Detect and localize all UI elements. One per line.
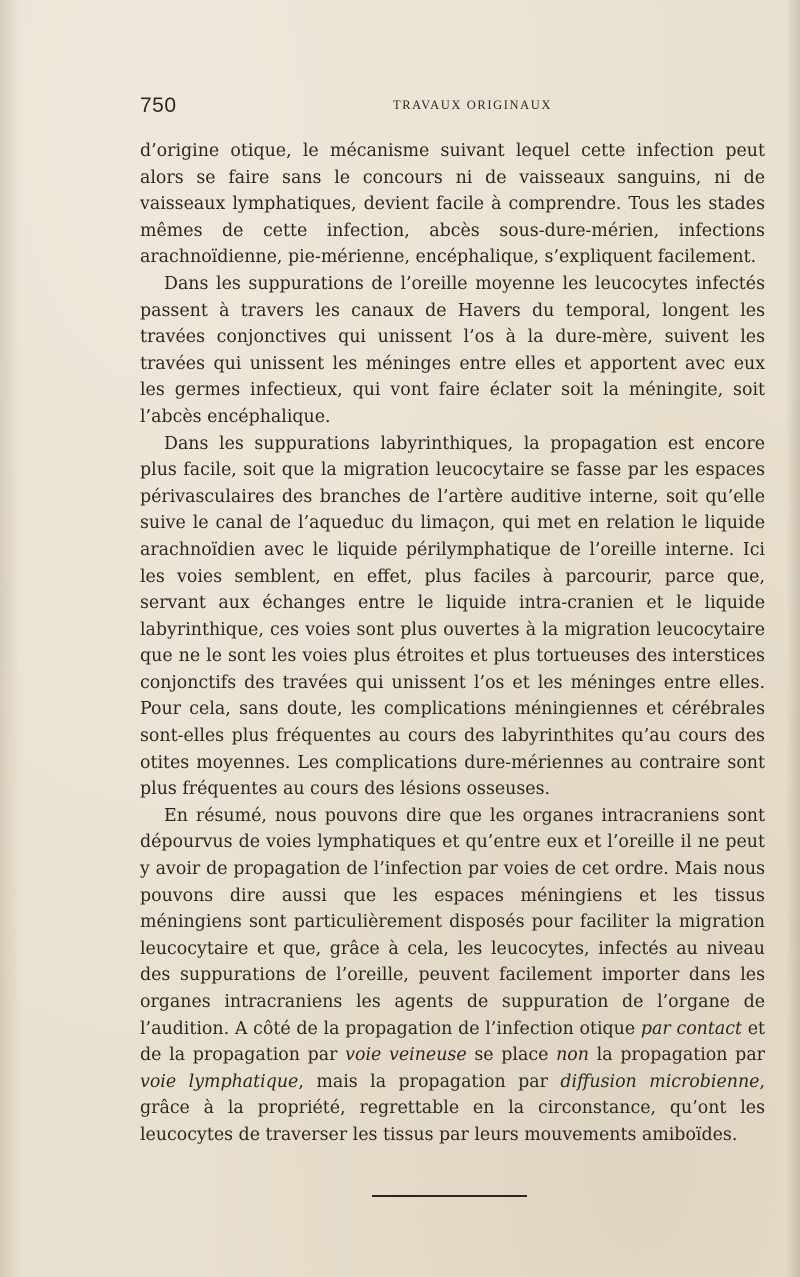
paragraph: Dans les suppurations de l’oreille moyenne les leucocytes infectés passent à travers les canaux de Havers du temporal, longent les travées conjonctives qui unissent l’os à la dure-mère, suivent les travées qui unissent les méninges entre elles et apportent avec eux les germes infectieux, qui vont faire éclater soit la méningite, soit l’abcès encéphalique. [140, 273, 765, 427]
page-header [140, 94, 765, 126]
paragraph: Dans les suppurations labyrinthiques, la propagation est encore plus facile, soit que la migration leucocytaire se fasse par les espaces périvasculaires des branches de l’artère auditive interne, soit qu’elle suive le canal de l’aqueduc du limaçon, qui met en relation le liquide arachnoïdien avec le liquide périlymphatique de l’oreille interne. Ici les voies semblent, en effet, plus faciles à parcourir, parce que, servant aux échanges entre le liquide intra-cranien et le liquide labyrinthique, ces voies sont plus ouvertes à la migration leucocytaire que ne le sont les voies plus étroites et plus tortueuses des interstices conjonctifs des travées qui unissent l’os et les méninges entre elles. Pour cela, sans doute, les complications méningiennes et cérébrales sont-elles plus fréquentes au cours des labyrinthites qu’au cours des otites moyennes. Les complications dure-mériennes au contraire sont plus fréquentes au cours des lésions osseuses. [140, 433, 765, 800]
italic-term: diffusion microbienne [560, 1071, 760, 1092]
paragraph-text: se place [466, 1045, 557, 1066]
page-number: 750 [140, 94, 177, 117]
paragraph-text: , mais la propagation par [298, 1071, 561, 1092]
paragraph-text: , grâce à la propriété, regrettable en la circonstance, qu’ont les leucocytes de traverser les tissus par leurs mouvements amiboïdes. [140, 1071, 765, 1145]
running-head: TRAVAUX ORIGINAUX [392, 98, 553, 112]
italic-term: non [556, 1045, 589, 1066]
paragraph [140, 803, 765, 1149]
body-text [140, 138, 765, 1149]
paragraph-text: et de la propagation par [140, 1018, 766, 1066]
paragraph: d’origine otique, le mécanisme suivant lequel cette infection peut alors se faire sans le concours ni de vaisseaux sanguins, ni de vaisseaux lymphatiques, devient facile à comprendre. Tous les stades mêmes de cette infection, abcès sous-dure-mérien, infections arachnoïdienne, pie-mérienne, encéphalique, s’expliquent facilement. [140, 141, 765, 268]
paragraph-text: En résumé, nous pouvons dire que les organes intracraniens sont dépourvus de voies lymphatiques et qu’entre eux et l’oreille il ne peut y avoir de propagation de l’infection par voies de cet ordre. Mais nous pouvons dire aussi que les espaces méningiens et les tissus méningiens sont particulièrement disposés pour faciliter la migration leucocytaire et que, grâce à cela, les leucocytes, infectés au niveau des suppurations de l’oreille, peuvent facilement importer dans les organes intracraniens les agents de suppuration de l’organe de l’audition. A côté de la propagation de l’infection otique [140, 805, 765, 1039]
italic-term: voie veineuse [345, 1045, 467, 1066]
end-rule [372, 1195, 527, 1197]
italic-term: voie lymphatique [140, 1071, 299, 1092]
paragraph-text: la propagation par [588, 1045, 765, 1066]
italic-term: par contact [640, 1018, 742, 1039]
